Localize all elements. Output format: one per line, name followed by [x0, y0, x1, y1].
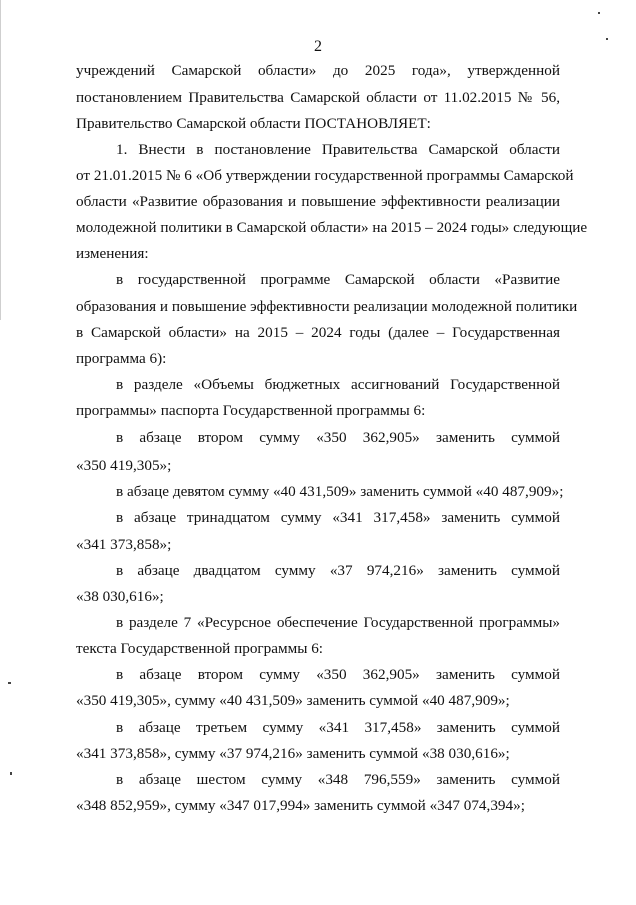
text-line: Правительство Самарской области ПОСТАНОВЛЯЕТ: [76, 115, 431, 132]
text-line: от 21.01.2015 № 6 «Об утверждении государственной программы Самарской [76, 167, 574, 184]
text-line: в абзаце шестом сумму «348 796,559» заменить суммой [116, 771, 560, 788]
text-line: в абзаце двадцатом сумму «37 974,216» заменить суммой [116, 562, 560, 579]
text-line: области «Развитие образования и повышение эффективности реализации [76, 193, 560, 210]
text-line: текста Государственной программы 6: [76, 640, 324, 657]
scan-speck [10, 772, 12, 775]
text-line: «348 852,959», сумму «347 017,994» заменить суммой «347 074,394»; [76, 797, 525, 814]
text-line: учреждений Самарской области» до 2025 года», утвержденной [76, 62, 560, 79]
text-line: молодежной политики в Самарской области» на 2015 – 2024 годы» следующие [76, 219, 588, 236]
text-line: в абзаце девятом сумму «40 431,509» заменить суммой «40 487,909»; [116, 483, 564, 500]
text-line: в государственной программе Самарской области «Развитие [116, 271, 560, 288]
text-line: «350 419,305», сумму «40 431,509» заменить суммой «40 487,909»; [76, 692, 510, 709]
text-line: в Самарской области» на 2015 – 2024 годы (далее – Государственная [76, 324, 560, 341]
text-line: в абзаце третьем сумму «341 317,458» заменить суммой [116, 719, 560, 736]
text-line: в абзаце тринадцатом сумму «341 317,458» заменить суммой [116, 509, 560, 526]
text-line: «350 419,305»; [76, 457, 172, 474]
text-line: программы» паспорта Государственной программы 6: [76, 402, 426, 419]
text-line: «341 373,858», сумму «37 974,216» заменить суммой «38 030,616»; [76, 745, 510, 762]
text-line: в разделе «Объемы бюджетных ассигнований Государственной [116, 376, 560, 393]
text-line: в абзаце втором сумму «350 362,905» заменить суммой [116, 666, 560, 683]
text-line: «341 373,858»; [76, 536, 172, 553]
scan-speck [598, 12, 600, 14]
text-line: программа 6): [76, 350, 167, 367]
text-line: изменения: [76, 245, 149, 262]
text-line: «38 030,616»; [76, 588, 164, 605]
text-line: образования и повышение эффективности реализации молодежной политики [76, 298, 578, 315]
page-number: 2 [314, 38, 322, 55]
text-line: 1. Внести в постановление Правительства Самарской области [116, 141, 560, 158]
text-line: в абзаце втором сумму «350 362,905» заменить суммой [116, 429, 560, 446]
text-line: в разделе 7 «Ресурсное обеспечение Государственной программы» [116, 614, 560, 631]
scan-speck [8, 682, 11, 684]
text-line: постановлением Правительства Самарской области от 11.02.2015 № 56, [76, 89, 560, 106]
